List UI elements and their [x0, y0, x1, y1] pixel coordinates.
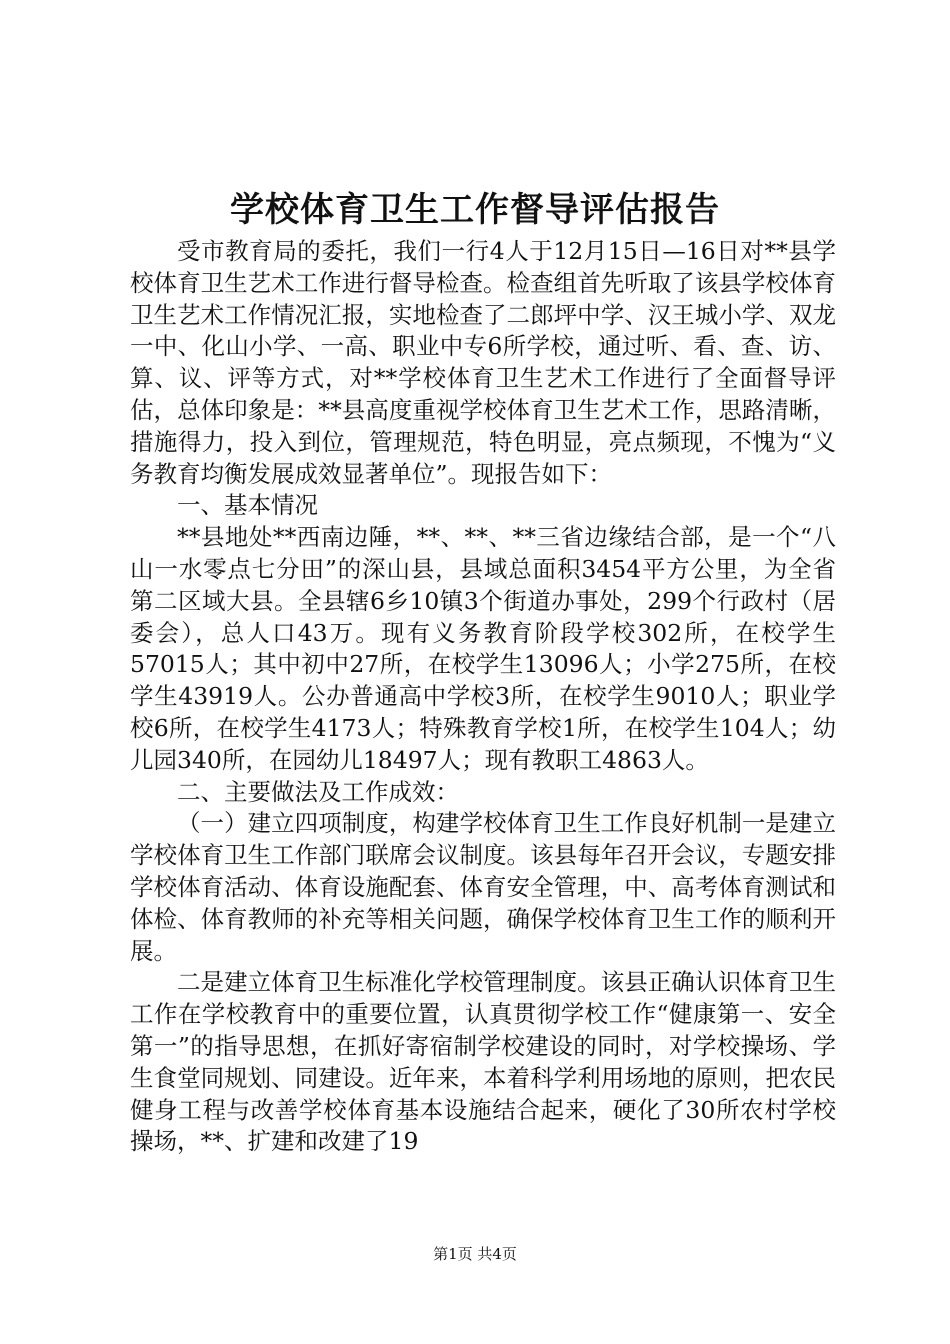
- document-body: [130, 236, 836, 1158]
- page-number-footer: 第1页 共4页: [433, 1245, 517, 1263]
- paragraph-standardization: 二是建立体育卫生标准化学校管理制度。该县正确认识体育卫生工作在学校教育中的重要位置，认真贯彻学校工作“健康第一、安全第一”的指导思想，在抓好寄宿制学校建设的同时，对学校操场、学生食堂同规划、同建设。近年来，本着科学利用场地的原则，把农民健身工程与改善学校体育基本设施结合起来，硬化了30所农村学校操场，**、扩建和改建了19: [130, 968, 836, 1156]
- paragraph-four-systems: （一）建立四项制度，构建学校体育卫生工作良好机制一是建立学校体育卫生工作部门联席会议制度。该县每年召开会议，专题安排学校体育活动、体育设施配套、体育安全管理，中、高考体育测试和体检、体育教师的补充等相关问题，确保学校体育卫生工作的顺利开展。: [130, 809, 836, 965]
- paragraph-basic-situation: **县地处**西南边陲，**、**、**三省边缘结合部，是一个“八山一水零点七分田”的深山县，县域总面积3454平方公里，为全省第二区域大县。全县辖6乡10镇3个街道办事处，299个行政村（居委会），总人口43万。现有义务教育阶段学校302所，在校学生57015人；其中初中27所，在校学生13096人；小学275所，在校学生43919人。公办普通高中学校3所，在校学生9010人；职业学校6所，在校学生4173人；特殊教育学校1所，在校学生104人；幼儿园340所，在园幼儿18497人；现有教职工4863人。: [130, 523, 836, 774]
- document-title: 学校体育卫生工作督导评估报告: [230, 190, 720, 230]
- heading-main-practices: 二、主要做法及工作成效：: [177, 777, 459, 806]
- heading-basic-situation: 一、基本情况: [177, 491, 318, 520]
- paragraph-intro: 受市教育局的委托，我们一行4人于12月15日—16日对**县学校体育卫生艺术工作进行督导检查。检查组首先听取了该县学校体育卫生艺术工作情况汇报，实地检查了二郎坪中学、汉王城小学、双龙一中、化山小学、一高、职业中专6所学校，通过听、看、查、访、算、议、评等方式，对**学校体育卫生艺术工作进行了全面督导评估，总体印象是：**县高度重视学校体育卫生艺术工作，思路清晰，措施得力，投入到位，管理规范，特色明显，亮点频现，不愧为“义务教育均衡发展成效显著单位”。现报告如下：: [130, 237, 836, 488]
